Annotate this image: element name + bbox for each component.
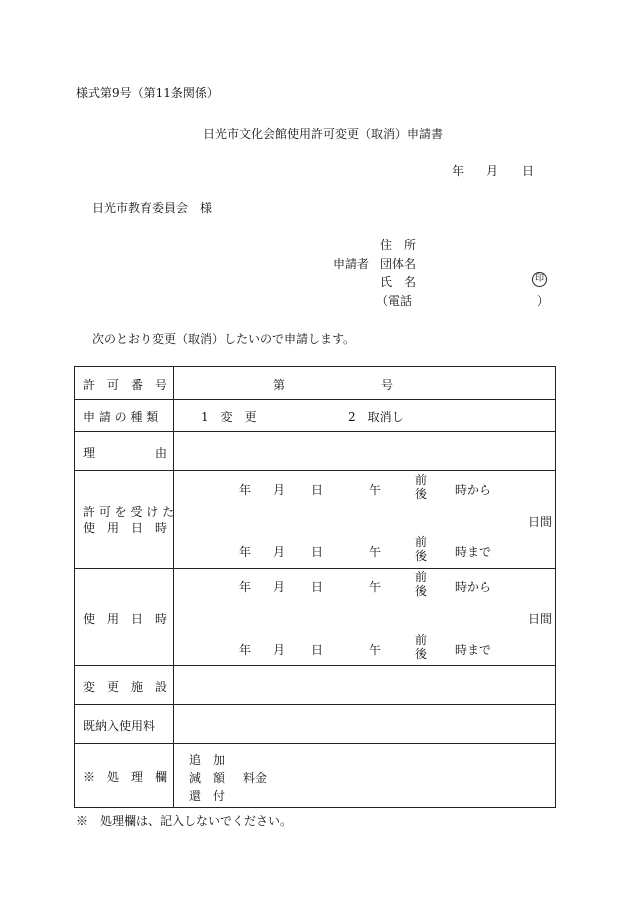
applicant-phone-open: （電話: [376, 294, 413, 308]
label-column-divider: [173, 367, 174, 807]
usage-from-suffix: 時から: [455, 580, 492, 594]
pm-label: 後: [415, 487, 428, 501]
permitted-from-suffix: 時から: [455, 483, 492, 497]
processing-reduce: 減 額: [189, 771, 226, 785]
permitted-to-ampm: [415, 535, 427, 563]
usage-to-month: 月: [273, 643, 286, 657]
applicant-address-label: 住 所: [380, 238, 417, 252]
usage-to-day: 日: [311, 643, 324, 657]
am-label: 前: [415, 473, 428, 487]
permitted-to-noon: 午: [369, 545, 382, 559]
document-title: 日光市文化会館使用許可変更（取消）申請書: [203, 127, 444, 141]
usage-to-year: 年: [239, 643, 252, 657]
permitted-from-day: 日: [311, 483, 324, 497]
permitted-to-month: 月: [273, 545, 286, 559]
seal-mark: 印: [532, 272, 547, 287]
processing-label: ※ 処 理 欄: [83, 770, 168, 784]
permitted-to-day: 日: [311, 545, 324, 559]
reason-label: 理 由: [83, 446, 168, 460]
permitted-from-noon: 午: [369, 483, 382, 497]
date-month-label: 月: [486, 164, 499, 178]
pm-label: 後: [415, 584, 428, 598]
request-type-change[interactable]: 1 変 更: [201, 410, 257, 424]
permitted-to-suffix: 時まで: [455, 545, 492, 559]
usage-to-noon: 午: [369, 643, 382, 657]
applicant-label: 申請者: [333, 257, 370, 271]
permit-number-label: 許 可 番 号: [83, 378, 168, 392]
application-table: [74, 366, 556, 808]
processing-refund: 還 付: [189, 789, 226, 803]
usage-from-ampm: [415, 570, 427, 598]
footnote: ※ 処理欄は、記入しないでください。: [76, 814, 293, 828]
am-label: 前: [415, 633, 428, 647]
permitted-dates-label-line1: 許 可 を 受 け た: [83, 505, 175, 519]
date-year-label: 年: [452, 164, 465, 178]
addressee: 日光市教育委員会 様: [92, 201, 213, 215]
change-facility-label: 変 更 施 設: [83, 680, 168, 694]
pm-label: 後: [415, 647, 428, 661]
applicant-name-label: 氏 名: [380, 275, 417, 289]
request-type-cancel[interactable]: 2 取消し: [348, 410, 404, 424]
permitted-to-year: 年: [239, 545, 252, 559]
permitted-dates-label-line2: 使 用 日 時: [83, 521, 168, 535]
paid-fee-label: 既納入使用料: [83, 719, 156, 733]
permit-number-dai: 第: [273, 378, 286, 392]
intro-text: 次のとおり変更（取消）したいので申請します。: [92, 332, 356, 346]
permitted-days-label: 日間: [528, 515, 553, 529]
am-label: 前: [415, 535, 428, 549]
permitted-from-month: 月: [273, 483, 286, 497]
usage-from-month: 月: [273, 580, 286, 594]
permitted-from-ampm: [415, 473, 427, 501]
usage-days-label: 日間: [528, 612, 553, 626]
processing-add: 追 加: [189, 753, 226, 767]
usage-from-year: 年: [239, 580, 252, 594]
form-number: 様式第9号（第11条関係）: [76, 86, 219, 100]
usage-from-noon: 午: [369, 580, 382, 594]
usage-from-day: 日: [311, 580, 324, 594]
permit-number-go: 号: [381, 378, 394, 392]
date-day-label: 日: [522, 164, 535, 178]
permitted-from-year: 年: [239, 483, 252, 497]
processing-fee: 料金: [243, 771, 268, 785]
pm-label: 後: [415, 549, 428, 563]
usage-dates-label: 使 用 日 時: [83, 612, 168, 626]
applicant-phone-close: ）: [537, 294, 550, 308]
usage-to-ampm: [415, 633, 427, 661]
am-label: 前: [415, 570, 428, 584]
applicant-org-label: 団体名: [380, 257, 417, 271]
usage-to-suffix: 時まで: [455, 643, 492, 657]
request-type-label: 申 請 の 種 類: [83, 410, 159, 424]
